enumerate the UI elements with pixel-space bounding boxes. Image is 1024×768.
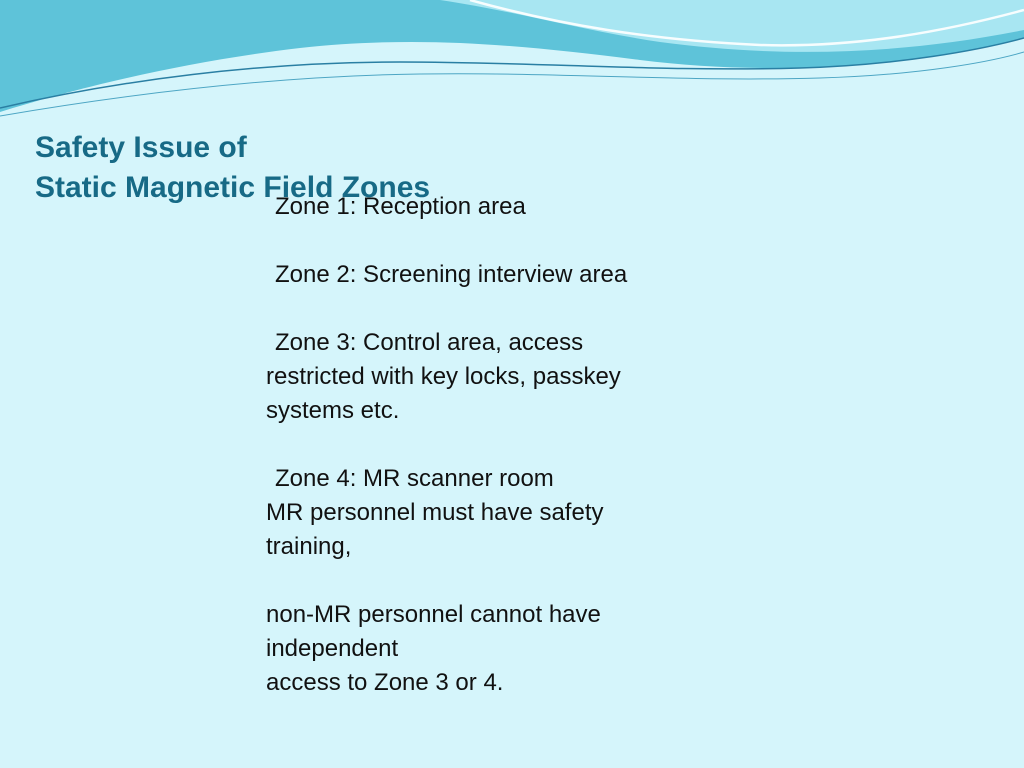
zone-4-detail-line-2: training, (266, 533, 352, 560)
zone-2-line: Zone 2: Screening interview area (275, 261, 628, 288)
zone-3-line: Zone 3: Control area, access (275, 329, 584, 356)
access-note-line-1: non-MR personnel cannot have (266, 601, 601, 628)
access-note-line-3: access to Zone 3 or 4. (266, 669, 504, 696)
zone-3-detail-line-2: systems etc. (266, 397, 400, 424)
zone-3-detail-line-1: restricted with key locks, passkey (266, 363, 621, 390)
zone-list (266, 190, 726, 700)
access-note-line-2: independent (266, 635, 399, 662)
title-line-1: Safety Issue of (35, 131, 247, 164)
zone-4-line: Zone 4: MR scanner room (275, 465, 554, 492)
zone-4-detail-line-1: MR personnel must have safety (266, 499, 604, 526)
title-line-2: Static Magnetic Field Zones (35, 171, 431, 204)
decorative-wave-header (0, 0, 1024, 130)
zone-1-line: Zone 1: Reception area (275, 193, 526, 220)
